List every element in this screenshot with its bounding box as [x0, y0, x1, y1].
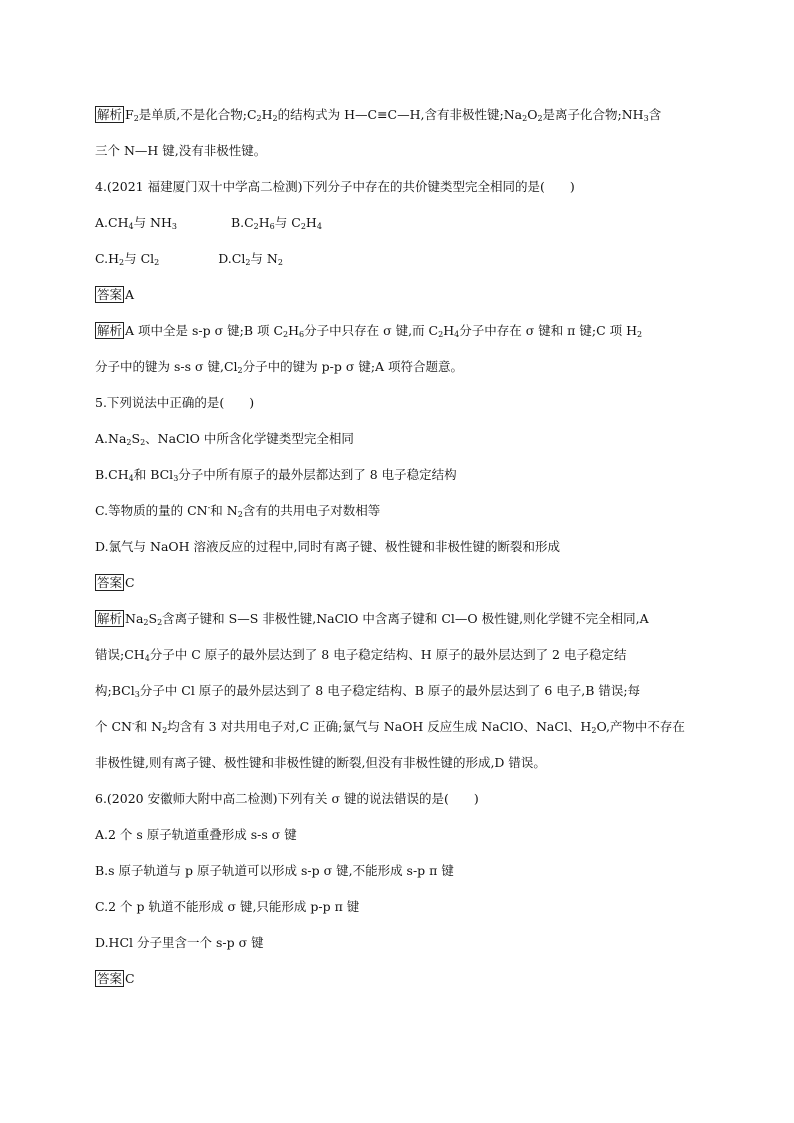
q6-answer: 答案 C	[97, 971, 135, 986]
q5-option-b: $B.CH_4$和 BCl$_3$分子中所有原子的最外层都达到了 8 电子稳定结构	[95, 467, 457, 483]
q5-option-a: $A.Na_2S_2$、NaClO 中所含化学键类型完全相同	[95, 431, 354, 447]
q4-option-a: $A.CH_4$与 $NH_3$	[95, 215, 177, 231]
q5-analysis-2: 错误$;CH_4$分子中 C 原子的最外层达到了 8 电子稳定结构、H 原子的最外层达到了 2 电子稳定结	[95, 647, 627, 663]
analysis-label: 解析	[97, 107, 123, 122]
q5-analysis-1: 解析 $Na_2S_2$含离子键和 S—S 非极性键,NaClO 中含离子键和 Cl—O 极性键,则化学键不完全相同,A	[97, 611, 649, 627]
analysis-line-2: 三个 N—H 键,没有非极性键。	[95, 143, 267, 158]
q4-options-cd	[95, 250, 283, 268]
q5-analysis-5: 非极性键,则有离子键、极性键和非极性键的断裂,但没有非极性键的形成,D 错误。	[95, 755, 546, 770]
q6-option-c: C.2 个 p 轨道不能形成 σ 键,只能形成 p-p π 键	[95, 899, 360, 914]
q6-option-a: A.2 个 s 原子轨道重叠形成 s-s σ 键	[95, 827, 297, 842]
q5-answer: 答案 C	[97, 575, 135, 590]
q6-option-d: D.HCl 分子里含一个 s-p σ 键	[95, 935, 264, 950]
analysis-label: 解析	[97, 323, 123, 338]
q5-analysis-3: 构;BCl$_3$分子中 Cl 原子的最外层达到了 8 电子稳定结构、B 原子的最外层达到了 6 电子,B 错误;每	[95, 683, 641, 699]
q5-analysis-4: 个 CN-和 $N_2$均含有 3 对共用电子对,C 正确;氯气与 NaOH 反应生成 NaClO、NaCl、$H_2O$,产物中不存在	[95, 719, 685, 735]
q5-option-d: D.氯气与 NaOH 溶液反应的过程中,同时有离子键、极性键和非极性键的断裂和形成	[95, 539, 561, 554]
q4-option-d: $D.Cl_2$与 $N_2$	[218, 251, 283, 267]
q4-answer: 答案 A	[97, 287, 135, 302]
q5-option-c: C.等物质的量的 CN-和 $N_2$含有的共用电子对数相等	[95, 503, 381, 519]
q4-analysis-1: 解析 A 项中全是 s-p σ 键;B 项 $C_2H_6$分子中只存在 σ 键,而 $C_2H_4$分子中存在 σ 键和 π 键;C 项 $H_2$	[97, 323, 643, 339]
q4-stem: 4.(2021 福建厦门双十中学高二检测)下列分子中存在的共价键类型完全相同的是( )	[95, 179, 575, 194]
q4-analysis-2: 分子中的键为 s-s σ 键$,Cl_2$分子中的键为 p-p σ 键;A 项符合题意。	[95, 359, 464, 375]
answer-label: 答案	[97, 575, 123, 590]
q5-stem: 5.下列说法中正确的是( )	[95, 395, 255, 410]
q6-option-b: B.s 原子轨道与 p 原子轨道可以形成 s-p σ 键,不能形成 s-p π 键	[95, 863, 454, 878]
answer-label: 答案	[97, 971, 123, 986]
q4-options-ab	[95, 214, 322, 232]
q4-option-c: $C.H_2$与 $Cl_2$	[95, 251, 160, 267]
analysis-label: 解析	[97, 611, 123, 626]
q4-option-b: $B.C_2H_6$与 $C_2H_4$	[230, 215, 322, 231]
answer-label: 答案	[97, 287, 123, 302]
q6-stem: 6.(2020 安徽师大附中高二检测)下列有关 σ 键的说法错误的是( )	[95, 791, 479, 806]
analysis-line-1: 解析 $F_2$是单质,不是化合物$;C_2H_2$的结构式为 H—C≡C—H,含有非极性键$;Na_2O_2$是离子化合物$;NH_3$含	[97, 107, 662, 123]
